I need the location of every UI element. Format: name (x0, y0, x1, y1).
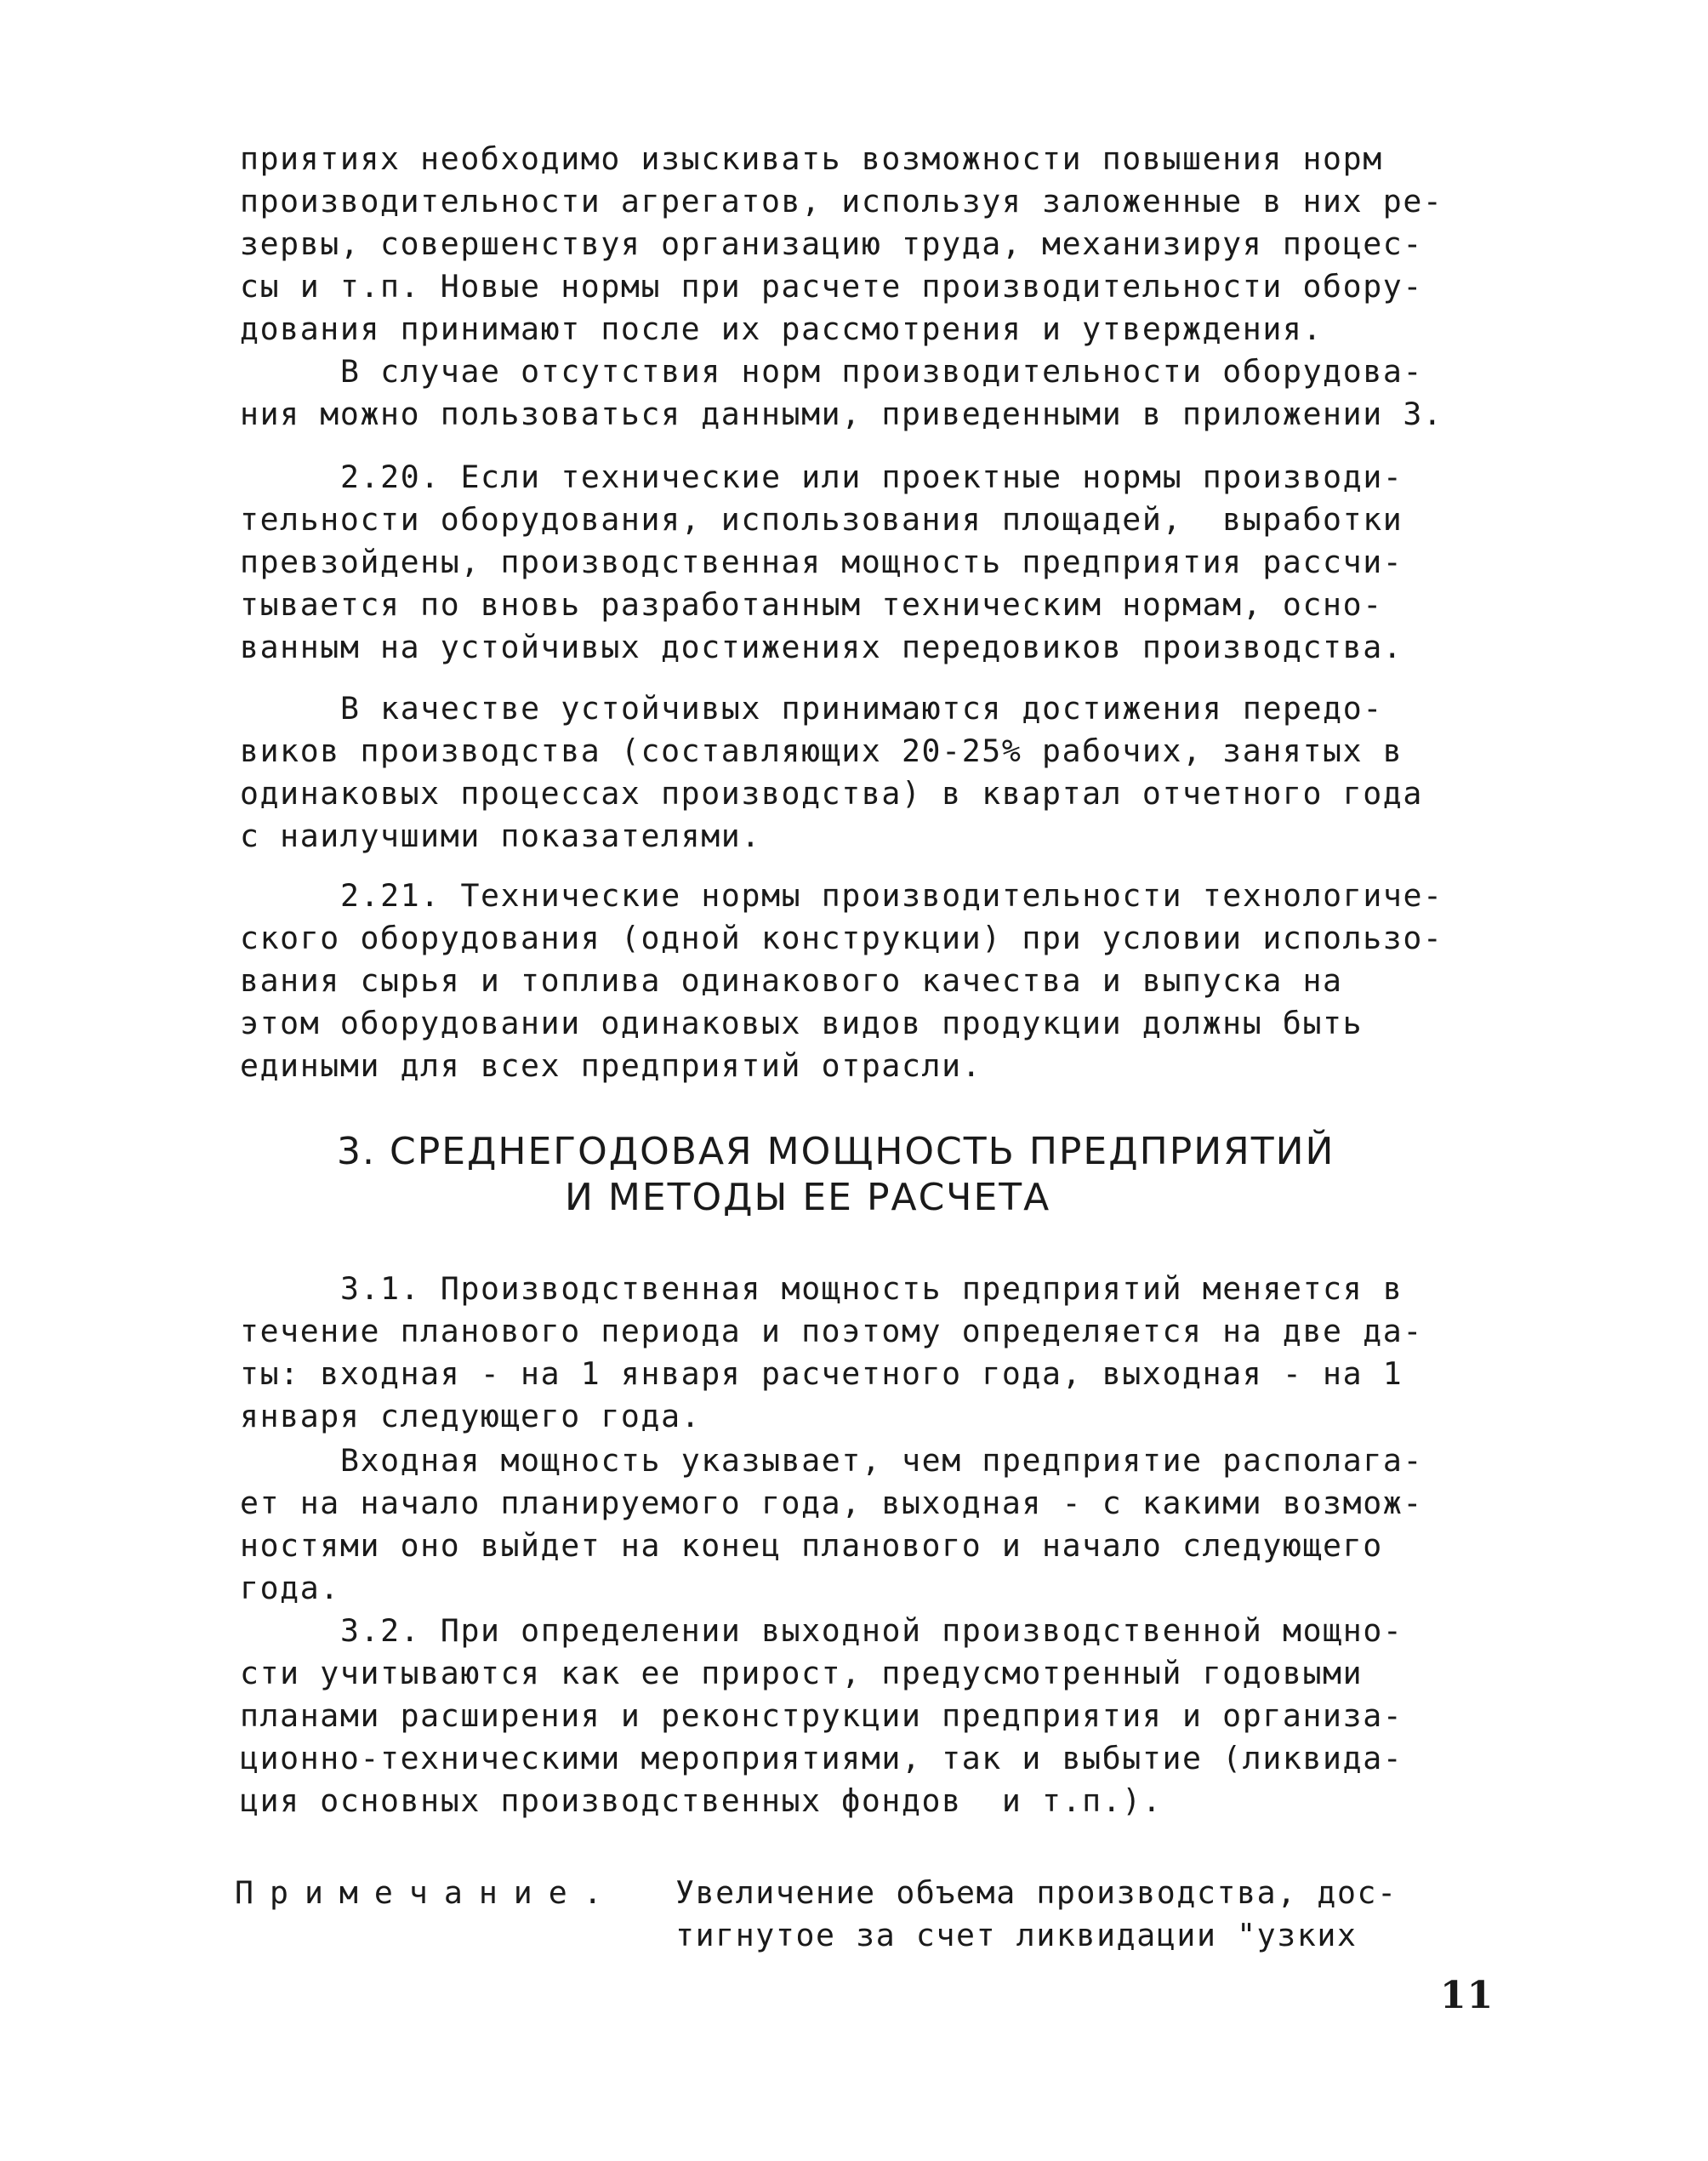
text-line: ского оборудования (одной конструкции) при условии использо- (240, 920, 1443, 956)
text-line: ет на начало планируемого года, выходная - с какими возмож- (240, 1485, 1423, 1521)
text-line: едиными для всех предприятий отрасли. (240, 1047, 982, 1084)
text-line: с наилучшими показателями. (240, 818, 761, 854)
text-line: ционно-техническими мероприятиями, так и выбытие (ликвида- (240, 1740, 1403, 1776)
text-line: ностями оно выйдет на конец планового и начало следующего (240, 1527, 1383, 1564)
text-line: сы и т.п. Новые нормы при расчете производительности обору- (240, 268, 1423, 305)
text-line: одинаковых процессах производства) в квартал отчетного года (240, 775, 1423, 812)
text-line: Входная мощность указывает, чем предприятие располага- (340, 1442, 1424, 1479)
note-text: тигнутое за счет ликвидации "узких (675, 1917, 1358, 1953)
text-line: вания сырья и топлива одинакового качества и выпуска на (240, 962, 1343, 999)
text-line: этом оборудовании одинаковых видов продукции должны быть (240, 1005, 1364, 1041)
text-line: 3.2. При определении выходной производственной мощно- (340, 1612, 1403, 1649)
text-line: 2.20. Если технические или проектные нормы производи- (340, 459, 1403, 495)
text-line: сти учитываются как ее прирост, предусмотренный годовыми (240, 1655, 1364, 1691)
note-text: Увеличение объема производства, дос- (675, 1874, 1398, 1911)
text-line: ванным на устойчивых достижениях передовиков производства. (240, 629, 1403, 665)
text-line: превзойдены, производственная мощность предприятия рассчи- (240, 544, 1403, 580)
text-line: В качестве устойчивых принимаются достижения передо- (340, 690, 1383, 727)
text-line: дования принимают после их рассмотрения и утверждения. (240, 311, 1324, 347)
text-line: тывается по вновь разработанным техническим нормам, осно- (240, 586, 1383, 623)
text-line: зервы, совершенствуя организацию труда, механизируя процес- (240, 225, 1423, 262)
section-heading: И МЕТОДЫ ЕЕ РАСЧЕТА (565, 1176, 1051, 1219)
page-number: 11 (1440, 1974, 1494, 2017)
text-line: ния можно пользоваться данными, приведенными в приложении 3. (240, 396, 1443, 432)
text-line: 2.21. Технические нормы производительности технологиче- (340, 877, 1443, 914)
note-label: Примечание. (235, 1874, 618, 1911)
text-line: ция основных производственных фондов и т.п.). (240, 1782, 1163, 1819)
text-line: января следующего года. (240, 1398, 702, 1434)
text-line: 3.1. Производственная мощность предприятий меняется в (340, 1270, 1403, 1307)
text-line: планами расширения и реконструкции предприятия и организа- (240, 1697, 1403, 1734)
text-line: виков производства (составляющих 20-25% рабочих, занятых в (240, 733, 1403, 769)
text-line: производительности агрегатов, используя заложенные в них ре- (240, 183, 1443, 220)
text-line: течение планового периода и поэтому определяется на две да- (240, 1313, 1423, 1349)
text-line: тельности оборудования, использования площадей, выработки (240, 501, 1403, 538)
text-line: года. (240, 1570, 340, 1606)
section-heading: 3. СРЕДНЕГОДОВАЯ МОЩНОСТЬ ПРЕДПРИЯТИЙ (337, 1130, 1335, 1173)
text-line: ты: входная - на 1 января расчетного года, выходная - на 1 (240, 1355, 1403, 1392)
text-line: В случае отсутствия норм производительности оборудова- (340, 353, 1424, 390)
text-line: приятиях необходимо изыскивать возможности повышения норм (240, 140, 1383, 177)
